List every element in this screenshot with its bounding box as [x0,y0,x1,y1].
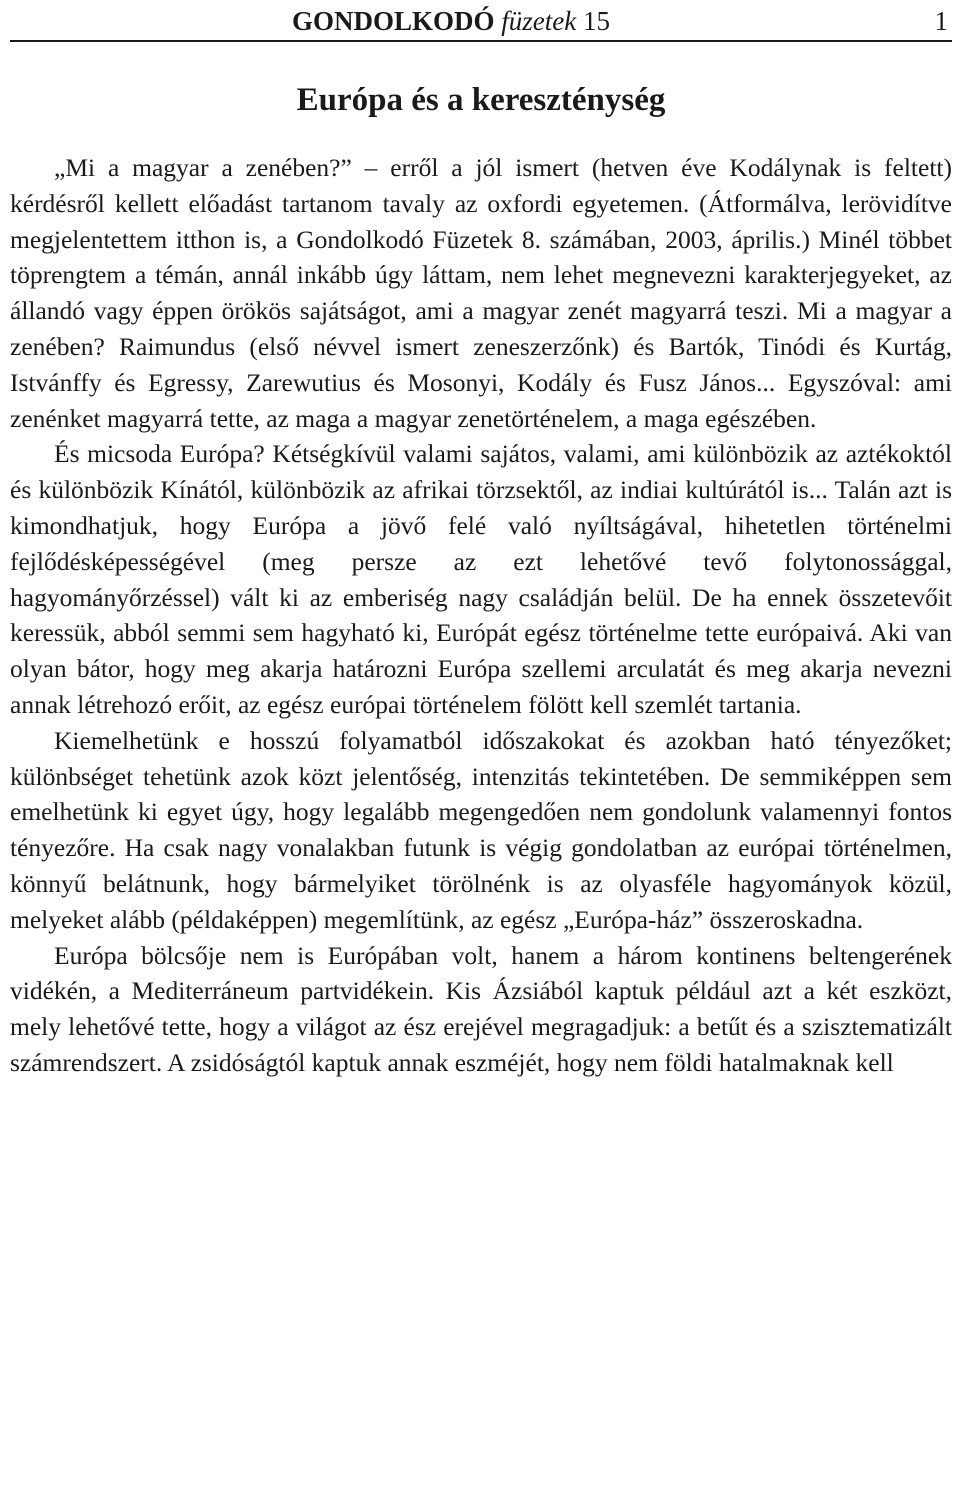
article-body [10,150,952,1081]
paragraph-1: „Mi a magyar a zenében?” – erről a jól ismert (hetven éve Kodálynak is feltett) kérdésről kellett előadást tartanom tavaly az oxfordi egyetemen. (Átformálva, lerövidítve megjelentettem itthon is, a Gondolkodó Füzetek 8. számában, 2003, április.) Minél többet töprengtem a témán, annál inkább úgy láttam, nem lehet megnevezni karakterjegyeket, az állandó vagy éppen örökös sajátságot, ami a magyar zenét magyarrá teszi. Mi a magyar a zenében? Raimundus (első névvel ismert zeneszerzőnk) és Bartók, Tinódi és Kurtág, Istvánffy és Egressy, Zarewutius és Mosonyi, Kodály és Fusz János... Egyszóval: ami zenénket magyarrá tette, az maga a magyar zenetörténelem, a maga egészében. [10,153,952,433]
running-header [10,2,952,40]
page-number: 1 [934,6,948,36]
paragraph-3: Kiemelhetünk e hosszú folyamatból időszakokat és azokban ható tényezőket; különbséget tehetünk azok közt jelentőség, intenzitás tekintetében. De semmiképpen sem emelhetünk ki egyet úgy, hogy legalább megengedően nem gondolunk valamennyi fontos tényezőre. Ha csak nagy vonalakban futunk is végig gondolatban az európai történelmen, könnyű belátnunk, hogy bármelyiket törölnénk is az olyasféle hagyományok közül, melyeket alább (példaképpen) megemlítünk, az egész „Európa-ház” összeroskadna. [10,725,952,934]
document-page [10,0,952,1081]
paragraph-4: Európa bölcsője nem is Európában volt, hanem a három kontinens beltengerének vidékén, a Mediterráneum partvidékein. Kis Ázsiából kaptuk például azt a két eszközt, mely lehetővé tette, hogy a világot az ész erejével megragadjuk: a betűt és a szisztematizált számrendszert. A zsidóságtól kaptuk annak eszméjét, hogy nem földi hatalmaknak kell [10,940,952,1077]
series-name: GONDOLKODÓ [292,6,495,36]
article-title: Európa és a kereszténység [296,82,666,118]
series-title [292,2,610,40]
issue-number: 15 [582,6,610,36]
series-subtitle: füzetek [501,6,577,36]
paragraph-2: És micsoda Európa? Kétségkívül valami sajátos, valami, ami különbözik az aztékoktól és különbözik Kínától, különbözik az afrikai törzsektől, az indiai kultúrától is... Talán azt is kimondhatjuk, hogy Európa a jövő felé való nyíltságával, hihetetlen történelmi fejlődésképességével (meg persze az ezt lehetővé tevő folytonossággal, hagyományőrzéssel) vált ki az emberiség nagy családján belül. De ha ennek összetevőit keressük, abból semmi sem hagyható ki, Európát egész történelme tette európaivá. Aki van olyan bátor, hogy meg akarja határozni Európa szellemi arculatát és meg akarja nevezni annak létrehozó erőit, az egész európai történelem fölött kell szemlét tartania. [10,439,952,719]
header-rule [10,40,952,42]
